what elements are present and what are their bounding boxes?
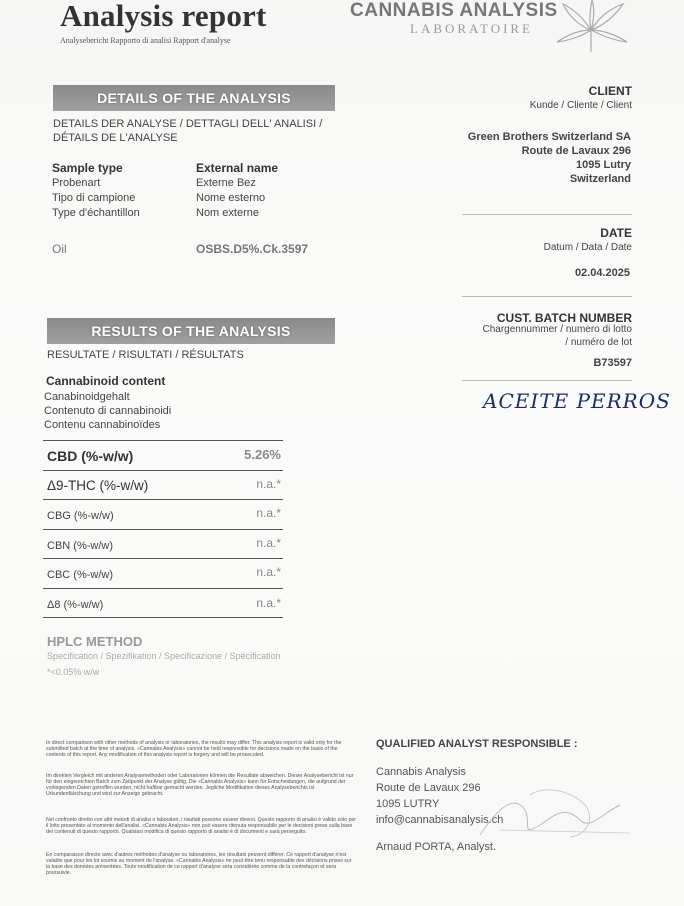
cannabinoid-fr: Contenu cannabinoïdes <box>44 419 161 431</box>
method-title: HPLC METHOD <box>47 634 143 649</box>
report-subtitle: Analysebericht Rapporto di analisi Rapport d'analyse <box>60 36 231 45</box>
sample-type-de: Probenart <box>52 177 101 189</box>
client-label: CLIENT <box>588 84 632 98</box>
results-banner: RESULTS OF THE ANALYSIS <box>47 318 335 344</box>
client-subtitle: Kunde / Cliente / Client <box>529 100 632 111</box>
result-name: CBD (%-w/w) <box>47 448 134 464</box>
cannabinoid-title: Cannabinoid content <box>46 374 166 388</box>
cannabis-leaf-icon <box>553 0 633 55</box>
cannabinoid-it: Contenuto di cannabinoidi <box>44 405 172 417</box>
method-limit: *<0.05% w/w <box>47 667 100 677</box>
cannabinoid-de: Canabinoidgehalt <box>44 391 130 403</box>
sample-type-it: Tipo di campione <box>52 192 136 204</box>
sample-type-label: Sample type <box>52 161 123 175</box>
result-name: CBC (%-w/w) <box>47 569 113 581</box>
result-row-d8 <box>43 589 283 618</box>
sample-type-fr: Type d'échantillon <box>52 207 140 219</box>
report-title: Analysis report <box>60 0 267 33</box>
analyst-street: Route de Lavaux 296 <box>376 782 481 794</box>
brand-subtitle: LABORATOIRE <box>410 21 534 36</box>
disclaimer-de: Im direkten Vergleich mit anderen Analysemethoden oder Laboratorien können die Resultate abweichen. Dieser Analysebericht ist nur für den eingereichten Batch zum Zeitpunkt der Analyse gültig. Die «Cannabis Analysis» kann für Entscheidungen, die aufgrund der vorliegenden Daten getroffen wurden, nicht haftbar gemacht werden. Jegliche Modifikation dieses Analyseberichts ist Urkundenfälschung und wird zur Anzeige gebracht. <box>46 773 354 797</box>
analyst-title: QUALIFIED ANALYST RESPONSIBLE : <box>376 738 578 750</box>
client-street: Route de Lavaux 296 <box>521 145 631 157</box>
external-name-de: Externe Bez <box>196 177 256 189</box>
client-city: 1095 Lutry <box>575 159 631 171</box>
result-name: Δ9-THC (%-w/w) <box>47 478 149 493</box>
batch-divider <box>462 380 632 381</box>
date-divider <box>462 296 632 297</box>
disclaimer-en: In direct comparison with other methods of analysis or laboratories, the results may differ. This analysis report is valid only for the submitted batch at the time of analysis. «Cannabis Analysis» cannot be held responsible for decisions made on the basis of the contents of this report. Any modification of this analysis report is forgery and will be prosecuted. <box>46 740 342 758</box>
batch-subtitle-2: / numéro de lot <box>565 337 632 348</box>
client-country: Switzerland <box>569 173 631 185</box>
result-value: n.a.* <box>256 506 281 520</box>
client-divider <box>462 214 632 215</box>
disclaimer-fr: En comparaison directe avec d'autres méthodes d'analyse ou laboratoires, les résultats peuvent différer. Ce rapport d'analyse n'est valable que pour les lot soumis au moment de l'analyse. «Cannabis Analysis» ne peut être tenu responsable des décisions prises sur la base des données présentées. Toute modification de ce rapport d'analyse sera considérée comme de la contrefaçon et sera poursuivie. <box>46 852 352 876</box>
batch-label: CUST. BATCH NUMBER <box>496 311 632 325</box>
external-name-fr: Nom externe <box>196 207 259 219</box>
date-value: 02.04.2025 <box>574 267 630 279</box>
date-label: DATE <box>600 226 632 240</box>
result-value: n.a.* <box>256 596 281 610</box>
results-subtitle: RESULTATE / RISULTATI / RÉSULTATS <box>47 349 244 361</box>
result-row-cbn <box>43 530 283 559</box>
result-row-cbc <box>43 559 283 589</box>
result-row-cbd <box>43 442 283 471</box>
external-name-value: OSBS.D5%.Ck.3597 <box>196 242 309 256</box>
batch-subtitle-1: Chargennummer / numero di lotto <box>482 324 632 335</box>
analyst-name: Arnaud PORTA, Analyst. <box>376 841 497 853</box>
handwritten-note: ACEITE PERROS <box>483 389 671 413</box>
result-row-thc <box>43 471 283 500</box>
analyst-org: Cannabis Analysis <box>376 766 466 778</box>
result-value: n.a.* <box>256 565 281 579</box>
result-name: CBG (%-w/w) <box>47 510 114 522</box>
details-subtitle-2: DÉTAILS DE L'ANALYSE <box>53 132 178 144</box>
details-banner: DETAILS OF THE ANALYSIS <box>53 85 335 111</box>
sample-type-value: Oil <box>52 242 67 256</box>
result-name: CBN (%-w/w) <box>47 540 113 552</box>
result-value: n.a.* <box>256 477 281 491</box>
client-name: Green Brothers Switzerland SA <box>467 131 631 143</box>
disclaimer-it: Nel confronto diretto con altri metodi di analisi o laboratori, i risultati possono essere diversi. Questo rapporto di analisi è valido solo per il lotto presentato al momento dell'analisi. «Cannabis Analysis» non può essere ritenuta responsabile per le decisioni prese sulla base dei contenuti di questo rapporto. Qualsiasi modifica di questo rapporto di analisi è di documenti e sarà perseguito. <box>46 817 356 835</box>
result-value: n.a.* <box>256 536 281 550</box>
method-spec: Specification / Spezifikation / Specificazione / Spécification <box>47 651 281 661</box>
external-name-it: Nome esterno <box>196 192 266 204</box>
brand-name: CANNABIS ANALYSIS <box>350 0 558 21</box>
analyst-email: info@cannabisanalysis.ch <box>376 814 504 826</box>
external-name-label: External name <box>196 161 279 175</box>
result-row-cbg <box>43 500 283 530</box>
result-value: 5.26% <box>244 447 281 462</box>
batch-value: B73597 <box>593 357 632 369</box>
result-name: Δ8 (%-w/w) <box>47 599 104 611</box>
analyst-city: 1095 LUTRY <box>376 798 440 810</box>
results-top-rule <box>43 440 283 441</box>
date-subtitle: Datum / Data / Date <box>543 242 632 253</box>
details-subtitle-1: DETAILS DER ANALYSE / DETTAGLI DELL' ANALISI / <box>53 118 323 130</box>
